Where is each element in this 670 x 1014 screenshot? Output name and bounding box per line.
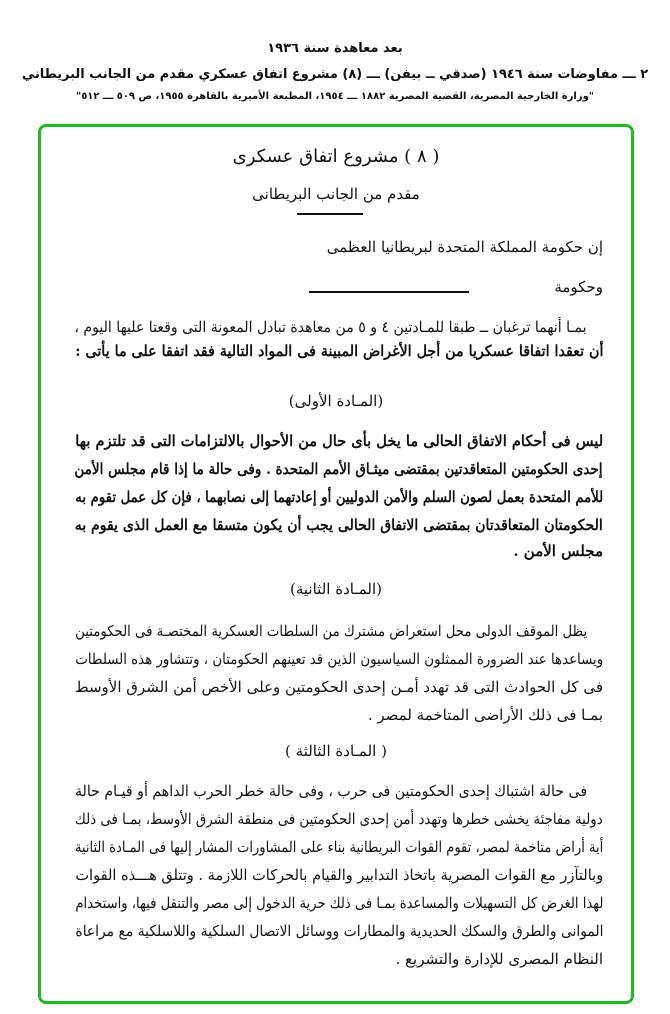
article-line: بمـا فى ذلك الأراضى المتاخمة لمصر . xyxy=(367,706,603,724)
article-line: إحدى الحكومتين المتعاقدتين بمقتضى ميثـاق الأمم المتحدة . وفى حالة ما إذا قام مجلس الأمن xyxy=(74,460,603,478)
running-header: بعد معاهدة سنة ١٩٣٦ xyxy=(267,41,403,56)
preamble-line: بمـا أنهما ترغبان ــ طبقا للمـادتين ٤ و ٥ من معاهدة تبادل المعونة التى وقعتا عليها اليوم ، xyxy=(74,318,587,336)
page-header xyxy=(20,40,650,104)
article-line: أية أراض متاخمة لمصر، تقوم القوات البريطانية بناء على المشاورات المشار إليها فى المـادة الثانية xyxy=(74,838,603,856)
article-line: الحكومتان المتعاقدتان بمقتضى الاتفاق الحالى يجب أن يكون متسقا مع العمل الذى يقوم به xyxy=(74,516,603,534)
article-line: للأمم المتحدة بعمل لصون السلم والأمن الدوليين أو إعادتهما إلى نصابهما ، فإن كل عمل تقوم به xyxy=(75,488,603,506)
article-line: يظل الموقف الدولى محل استعراض مشترك من السلطات العسكرية المختصـة فى الحكومتين xyxy=(75,622,587,640)
source-citation: "وزارة الخارجية المصرية، القضية المصرية ١٨٨٢ ـــ ١٩٥٤، المطبعة الأميرية بالقاهرة ١٩٥٥، ص ٥٠٩ ـــ ٥١٢" xyxy=(75,91,595,102)
party-one: إن حكومة المملكة المتحدة لبريطانيا العظمى xyxy=(326,238,603,256)
article-line: مجلس الأمن . xyxy=(513,542,603,560)
blank-line xyxy=(309,291,469,293)
article-heading: (المـادة الأولى) xyxy=(288,392,384,410)
document-frame xyxy=(38,124,634,1004)
article-line: وبالتآزر مع القوات المصرية باتخاذ التدابير والقيام بالحركات اللازمة . وتتلق هـــذه القوات xyxy=(75,866,603,884)
article-line: فى حالة اشتباك إحدى الحكومتين فى حرب ، وفى حالة خطر الحرب الداهم أو قيـام حالة xyxy=(74,782,587,800)
document-title: ( ٨ ) مشروع اتفاق عسكرى xyxy=(232,146,440,167)
article-line: ليس فى أحكام الاتفاق الحالى ما يخل بأى حال من الأحوال بالالتزامات التى قد تلتزم بها xyxy=(75,432,603,450)
article-line: ويساعدها عند الضرورة الممثلون السياسيون الذين قد تعينهم الحكومتان ، وتتشاور هذه السلطات xyxy=(75,650,603,668)
article-heading: (المـادة الثانية) xyxy=(290,580,382,598)
article-line: لهذا الغرض كل التسهيلات والمساعدة بمـا فى ذلك حرية الدخول إلى مصر والتنقل فيها، واستخدام xyxy=(74,894,603,912)
document-subtitle: مقدم من الجانب البريطانى xyxy=(252,185,420,203)
divider xyxy=(297,213,363,215)
article-line: دولية مفاجئة يخشى خطرها وتهدد أمن إحدى الحكومتين فى منطقة الشرق الأوسط، بمـا فى ذلك xyxy=(75,810,603,828)
preamble-line: أن تعقدا اتفاقا عسكريا من أجل الأغراض المبينة فى المواد التالية فقد اتفقا على ما يأتى : xyxy=(74,342,603,360)
article-line: فى كل الحوادث التى قد تهدد أمـن إحدى الحكومتين وعلى الأخص أمن الشرق الأوسط xyxy=(74,678,603,696)
article-line: النظام المصرى للإدارة والتشريع . xyxy=(395,950,603,968)
section-heading: ٢ ـــ مفاوضات سنة ١٩٤٦ (صدقي ــ بيفن) ـــ (٨) مشروع اتفاق عسكري مقدم من الجانب البريطاني xyxy=(21,67,649,82)
article-line: الموانى والطرق والسكك الحديدية والمطارات ووسائل الاتصال السلكية واللاسلكية مع مراعاة xyxy=(74,922,603,940)
article-heading: ( المـادة الثالثة ) xyxy=(285,742,387,760)
party-two: وحكومة xyxy=(554,278,603,296)
